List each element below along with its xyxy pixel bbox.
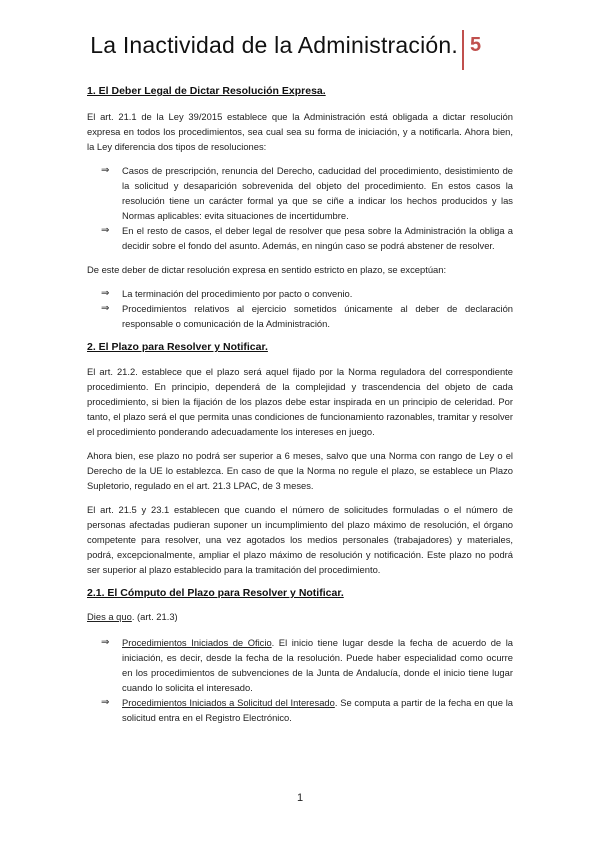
header-title: La Inactividad de la Administración.	[90, 32, 458, 58]
section-1-paragraph-1: El art. 21.1 de la Ley 39/2015 establece que la Administración está obligada a dictar resolución expresa en todos los procedimientos, sea cual sea su forma de iniciación, y a notificarla. Ahora bien, la Ley diferencia dos tipos de resoluciones:	[87, 111, 513, 152]
section-2-1-list	[87, 635, 513, 725]
section-1-paragraph-2: De este deber de dictar resolución expresa en sentido estricto en plazo, se exceptúan:	[87, 264, 447, 275]
list-item: ⇒ La terminación del procedimiento por pacto o convenio.	[101, 288, 353, 299]
list-item: ⇒ Procedimientos Iniciados de Oficio. El inicio tiene lugar desde la fecha de acuerdo de la iniciación, es decir, desde la fecha de la resolución. Puede haber especialidad como ocurre en los procedimientos de subvenciones de la Junta de Andalucía, donde el inicio tiene lugar cuando lo solicita el interesado.	[101, 637, 513, 693]
section-2-paragraph-3: El art. 21.5 y 23.1 establecen que cuando el número de solicitudes formuladas o el número de personas afectadas pudieran suponer un incumplimiento del plazo máximo de resolución, el órgano competente para resolver, una vez agotados los medios personales (trabajadores) y materiales, podrá, excepcionalmente, ampliar el plazo máximo de resolución y notificación. Este plazo no podrá ser superior al plazo establecido para la tramitación del procedimiento.	[87, 504, 513, 575]
section-2-title: 2. El Plazo para Resolver y Notificar.	[87, 341, 268, 353]
page-header	[0, 30, 600, 80]
header-divider	[462, 30, 464, 70]
document-body	[87, 85, 513, 725]
arrow-right-icon: ⇒	[101, 288, 110, 299]
dies-a-quo-line: Dies a quo. (art. 21.3)	[87, 611, 178, 622]
header-page-badge: 5	[470, 34, 482, 56]
arrow-right-icon: ⇒	[101, 165, 110, 176]
section-1-exceptions-list	[87, 286, 513, 331]
section-2-1-title: 2.1. El Cómputo del Plazo para Resolver y Notificar.	[87, 587, 344, 599]
page-number: 1	[296, 792, 304, 804]
section-1-title: 1. El Deber Legal de Dictar Resolución Expresa.	[87, 85, 326, 97]
arrow-right-icon: ⇒	[101, 697, 110, 708]
list-item: ⇒ Procedimientos Iniciados a Solicitud del Interesado. Se computa a partir de la fecha en que la solicitud entra en el Registro Electrónico.	[101, 697, 513, 723]
list-item: ⇒ Casos de prescripción, renuncia del Derecho, caducidad del procedimiento, desistimiento de la solicitud y desaparición sobrevenida del objeto del procedimiento. En estos casos la resolución tiene un carácter formal ya que se ciñe a indicar los hechos producidos y las Normas aplicables: evita situaciones de incertidumbre.	[101, 165, 513, 221]
section-2-paragraph-1: El art. 21.2. establece que el plazo será aquel fijado por la Norma reguladora del correspondiente procedimiento. En principio, dependerá de la complejidad y trascendencia del objeto de cada procedimiento, si bien la fijación de los plazos debe estar inspirada en un principio de celeridad. Por tanto, el plazo será el que permita unas condiciones de funcionamiento razonables, tramitar y resolver el procedimiento ponderando adecuadamente los intereses en juego.	[87, 366, 513, 437]
section-2-paragraph-2: Ahora bien, ese plazo no podrá ser superior a 6 meses, salvo que una Norma con rango de Ley o el Derecho de la UE lo establezca. En caso de que la Norma no regule el plazo, se establece un Plazo Supletorio, regulado en el art. 21.3 LPAC, de 3 meses.	[87, 450, 513, 491]
arrow-right-icon: ⇒	[101, 637, 110, 648]
arrow-right-icon: ⇒	[101, 303, 110, 314]
list-item: ⇒ En el resto de casos, el deber legal de resolver que pesa sobre la Administración la obliga a decidir sobre el fondo del asunto. Además, en ningún caso se podrá abstener de resolver.	[101, 225, 513, 251]
section-1-list	[87, 163, 513, 253]
list-item: ⇒ Procedimientos relativos al ejercicio sometidos únicamente al deber de declaración responsable o comunicación de la Administración.	[101, 303, 513, 329]
arrow-right-icon: ⇒	[101, 225, 110, 236]
